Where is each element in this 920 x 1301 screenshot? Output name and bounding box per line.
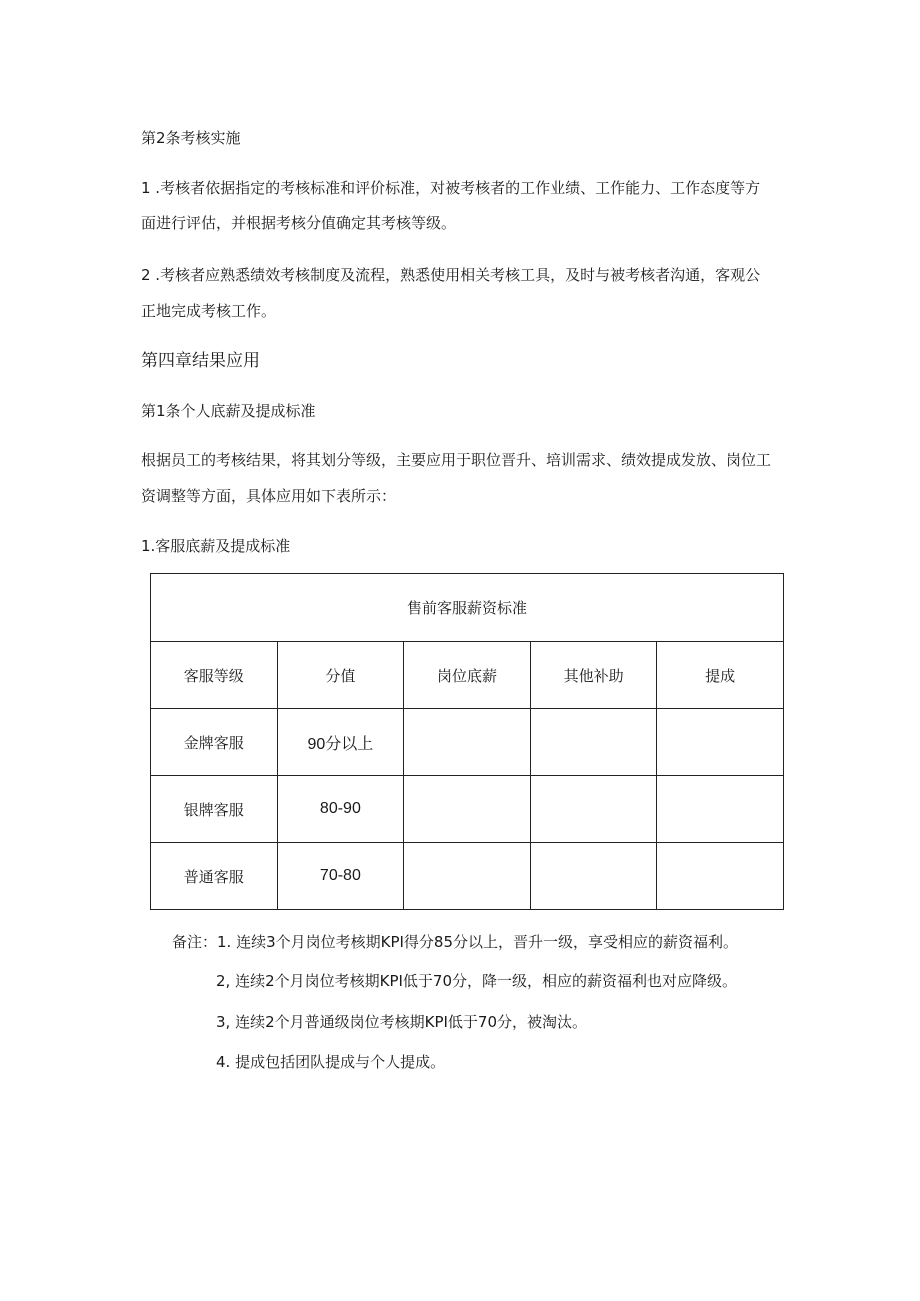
cell-commission [657, 776, 784, 843]
intro-line-2: 资调整等方面，具体应用如下表所示： [141, 487, 397, 505]
table-row [151, 776, 784, 843]
cell-level: 金牌客服 [151, 709, 278, 776]
cell-subsidy [530, 709, 657, 776]
note-3: 3, 连续2个月普通级岗位考核期KPI低于70分，被淘汰。 [216, 1013, 588, 1031]
note-1: 备注：1. 连续3个月岗位考核期KPI得分85分以上，晋升一级，享受相应的薪资福利。 [172, 933, 739, 951]
intro-line-1: 根据员工的考核结果，将其划分等级，主要应用于职位晋升、培训需求、绩效提成发放、岗位工 [141, 451, 772, 469]
column-header-commission: 提成 [657, 642, 784, 709]
article-1-heading: 第1条个人底薪及提成标准 [141, 402, 316, 420]
note-2: 2, 连续2个月岗位考核期KPI低于70分，降一级，相应的薪资福利也对应降级。 [216, 972, 738, 990]
cell-commission [657, 843, 784, 910]
table-title: 售前客服薪资标准 [151, 574, 784, 642]
cell-level: 银牌客服 [151, 776, 278, 843]
table-row [151, 843, 784, 910]
cell-commission [657, 709, 784, 776]
table-subheading: 1.客服底薪及提成标准 [141, 537, 291, 555]
column-header-level: 客服等级 [151, 642, 278, 709]
cell-score: 70-80 [277, 843, 404, 910]
cell-subsidy [530, 776, 657, 843]
column-header-subsidy: 其他补助 [530, 642, 657, 709]
cell-score: 90分以上 [277, 709, 404, 776]
column-header-base-salary: 岗位底薪 [404, 642, 531, 709]
cell-base-salary [404, 776, 531, 843]
note-4: 4. 提成包括团队提成与个人提成。 [216, 1053, 446, 1071]
section-2-heading: 第2条考核实施 [141, 129, 241, 147]
cell-base-salary [404, 709, 531, 776]
table-row [151, 709, 784, 776]
chapter-title: 第四章结果应用 [141, 351, 260, 371]
paragraph-2-line-1: 2 .考核者应熟悉绩效考核制度及流程，熟悉使用相关考核工具，及时与被考核者沟通，客观公 [141, 266, 761, 284]
column-header-score: 分值 [277, 642, 404, 709]
paragraph-2-line-2: 正地完成考核工作。 [141, 302, 277, 320]
salary-standard-table [150, 573, 784, 910]
paragraph-1-line-2: 面进行评估，并根据考核分值确定其考核等级。 [141, 214, 457, 232]
cell-score: 80-90 [277, 776, 404, 843]
cell-subsidy [530, 843, 657, 910]
cell-base-salary [404, 843, 531, 910]
table-header-row [151, 642, 784, 709]
cell-level: 普通客服 [151, 843, 278, 910]
paragraph-1-line-1: 1 .考核者依据指定的考核标准和评价标准，对被考核者的工作业绩、工作能力、工作态度等方 [141, 179, 761, 197]
